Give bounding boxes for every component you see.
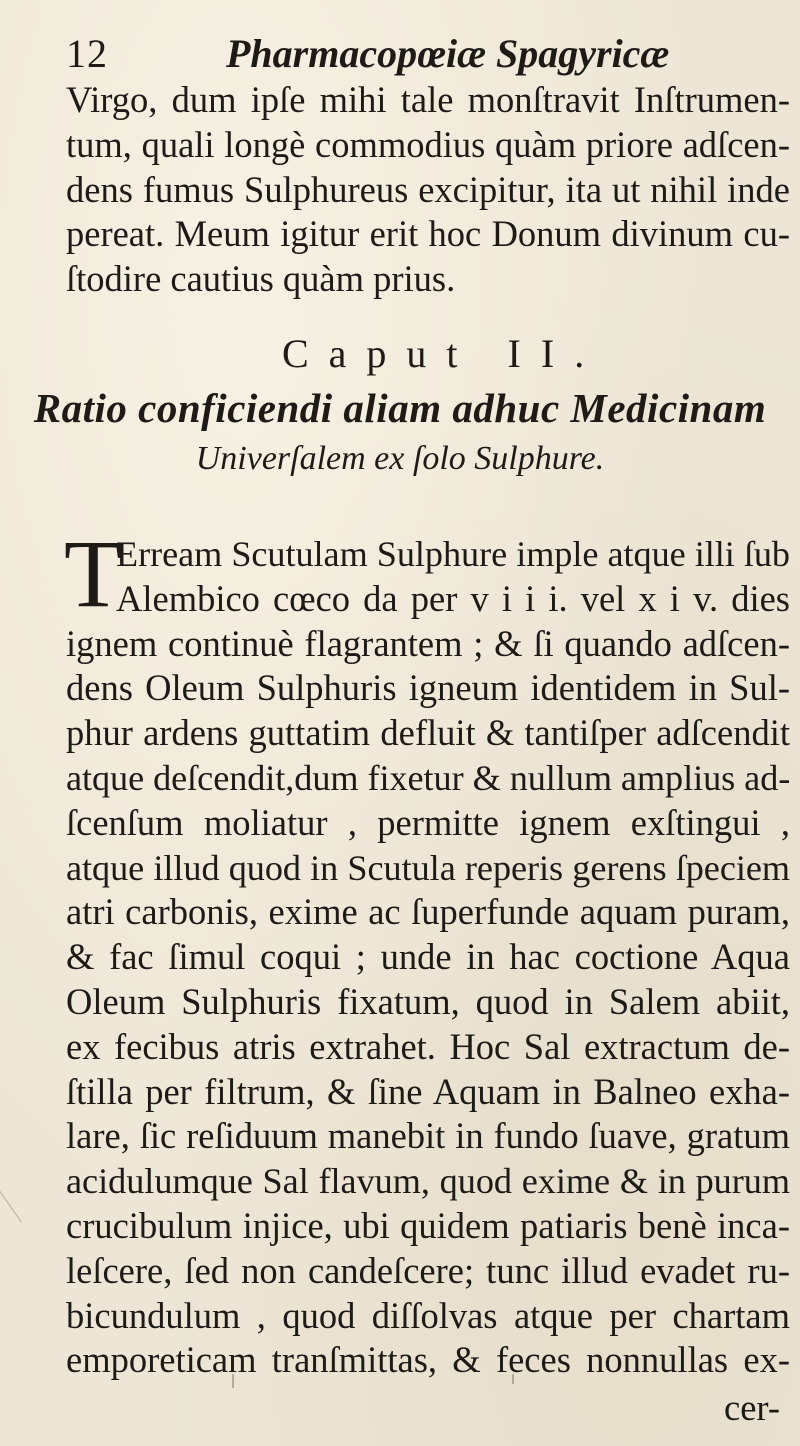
- text-line: dens fumus Sulphureus excipitur, ita ut nihil inde: [66, 168, 790, 210]
- text-line: & fac ſimul coqui ; unde in hac coctione Aqua: [66, 936, 790, 978]
- text-line: leſcere, ſed non candeſcere; tunc illud evadet ru-: [66, 1249, 790, 1291]
- text-line: Erream Scutulam Sulphure imple atque illi ſub: [116, 534, 790, 574]
- text-line: Virgo, dum ipſe mihi tale monſtravit Inſtrumen-: [66, 79, 790, 120]
- text-line: ex fecibus atris extrahet. Hoc Sal extractum de-: [66, 1025, 790, 1067]
- text-line: ignem continuè flagrantem ; & ſi quando adſcen-: [66, 622, 790, 664]
- catchword: cer-: [724, 1387, 780, 1428]
- text-line: ſtilla per filtrum, & ſine Aquam in Balneo exha-: [66, 1070, 790, 1112]
- chapter-subtitle-line-1: Ratio conficiendi aliam adhuc Medicinam: [33, 385, 767, 431]
- text-line: atque illud quod in Scutula reperis gerens ſpeciem: [66, 847, 790, 888]
- text-line: atque deſcendit,dum fixetur & nullum amplius ad-: [66, 757, 791, 798]
- text-line: lare, ſic reſiduum manebit in fundo ſuave, gratum: [66, 1115, 790, 1157]
- chapter-subtitle-line-2: Univerſalem ex ſolo Sulphure.: [195, 440, 605, 477]
- text-line: atri carbonis, exime ac ſuperfunde aquam puram,: [66, 891, 790, 933]
- running-title: Pharmacopœiæ Spagyricæ: [226, 31, 670, 76]
- text-line: Alembico cœco da per v i i i. vel x i v. dies: [116, 577, 790, 619]
- drop-cap: T: [64, 520, 123, 627]
- text-line: ſcenſum moliatur , permitte ignem exſtingui ,: [66, 801, 790, 843]
- page-number: 12: [66, 31, 108, 76]
- chapter-heading: Caput II.: [282, 331, 605, 376]
- text-line: dens Oleum Sulphuris igneum identidem in Sul-: [66, 667, 790, 709]
- text-line: tum, quali longè commodius quàm priore adſcen-: [66, 123, 790, 165]
- text-line: bicundulum , quod diſſolvas atque per chartam: [66, 1294, 790, 1336]
- paper-mark: [0, 1173, 22, 1223]
- text-line: Oleum Sulphuris fixatum, quod in Salem abiit,: [66, 980, 790, 1022]
- text-line: emporeticam tranſmittas, & feces nonnullas ex-: [66, 1339, 790, 1381]
- text-line: acidulumque Sal flavum, quod exime & in purum: [66, 1161, 790, 1202]
- text-line: crucibulum injice, ubi quidem patiaris benè inca-: [66, 1204, 790, 1246]
- paragraph-1: [66, 78, 790, 302]
- text-line: phur ardens guttatim defluit & tantiſper adſcendit: [66, 712, 790, 754]
- paper-mark: [232, 1374, 234, 1388]
- text-line: ſtodire cautius quàm prius.: [66, 258, 456, 300]
- paragraph-2: [64, 520, 791, 1383]
- paper-mark: [512, 1374, 514, 1384]
- text-line: pereat. Meum igitur erit hoc Donum divinum cu-: [66, 213, 790, 255]
